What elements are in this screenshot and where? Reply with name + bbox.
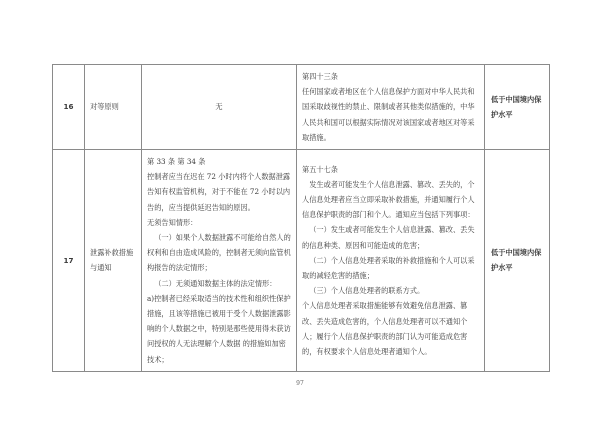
paragraph: 控制者应当在迟在 72 小时内将个人数据泄露告知有权监管机构，对于不能在 72 小时以内告的，应当提供延迟告知的原因。: [147, 172, 291, 212]
page-number: 97: [296, 380, 304, 387]
gdpr-provision: [142, 150, 297, 372]
gdpr-provision: 无: [142, 65, 297, 150]
row-number: 16: [53, 65, 85, 150]
protection-level: 低于中国境内保护水平: [485, 150, 550, 372]
table-row: [53, 150, 550, 372]
paragraph: （一）如果个人数据泄露不可能给自然人的权利和自由造成风险的，控制者无须向监管机构报告的法定情形；: [147, 233, 291, 273]
table-row: [53, 65, 550, 150]
paragraph: （二）个人信息处理者采取的补救措施和个人可以采取的减轻危害的措施；: [302, 255, 475, 281]
item-name: 对等原则: [85, 65, 142, 150]
protection-level: 低于中国境内保护水平: [485, 65, 550, 150]
paragraph: （三）个人信息处理者的联系方式。: [309, 286, 425, 296]
article-body: 任何国家或者地区在个人信息保护方面对中华人民共和国采取歧视性的禁止、限制或者其他类似措施的，中华人民共和国可以根据实际情况对该国家或者地区对等采取措施。: [302, 87, 475, 142]
paragraph: a)控制者已经采取适当的技术性和组织性保护措施，且该等措施已被用于受个人数据泄露影响的个人数据之中，特别是那些使用得未获访问授权的人无法理解个人数据 的措施如加密技术；: [147, 293, 291, 364]
item-name: 泄露补救措施与通知: [85, 150, 142, 372]
comparison-table: [52, 64, 550, 372]
row-number: 17: [53, 150, 85, 372]
article-title: 第 33 条 第 34 条: [147, 157, 206, 167]
pipl-provision: [297, 65, 485, 150]
paragraph: 个人信息处理者采取措施能够有效避免信息泄露、篡改、丢失造成危害的，个人信息处理者可以不通知个人；履行个人信息保护职责的部门认为可能造成危害的，有权要求个人信息处理者通知个人。: [302, 301, 468, 357]
paragraph: （一）发生或者可能发生个人信息泄露、篡改、丢失的信息种类、原因和可能造成的危害；: [302, 225, 475, 250]
paragraph: （二）无须通知数据主体的法定情形：: [154, 278, 277, 288]
article-title: 第四十三条: [302, 72, 338, 81]
paragraph: 发生或者可能发生个人信息泄露、篡改、丢失的，个人信息处理者应当立即采取补救措施，并通知履行个人信息保护职责的部门和个人。通知应当包括下列事项：: [302, 179, 475, 220]
paragraph: 无须告知情形：: [147, 217, 198, 227]
pipl-provision: [297, 150, 485, 372]
article-title: 第五十七条: [302, 164, 338, 174]
